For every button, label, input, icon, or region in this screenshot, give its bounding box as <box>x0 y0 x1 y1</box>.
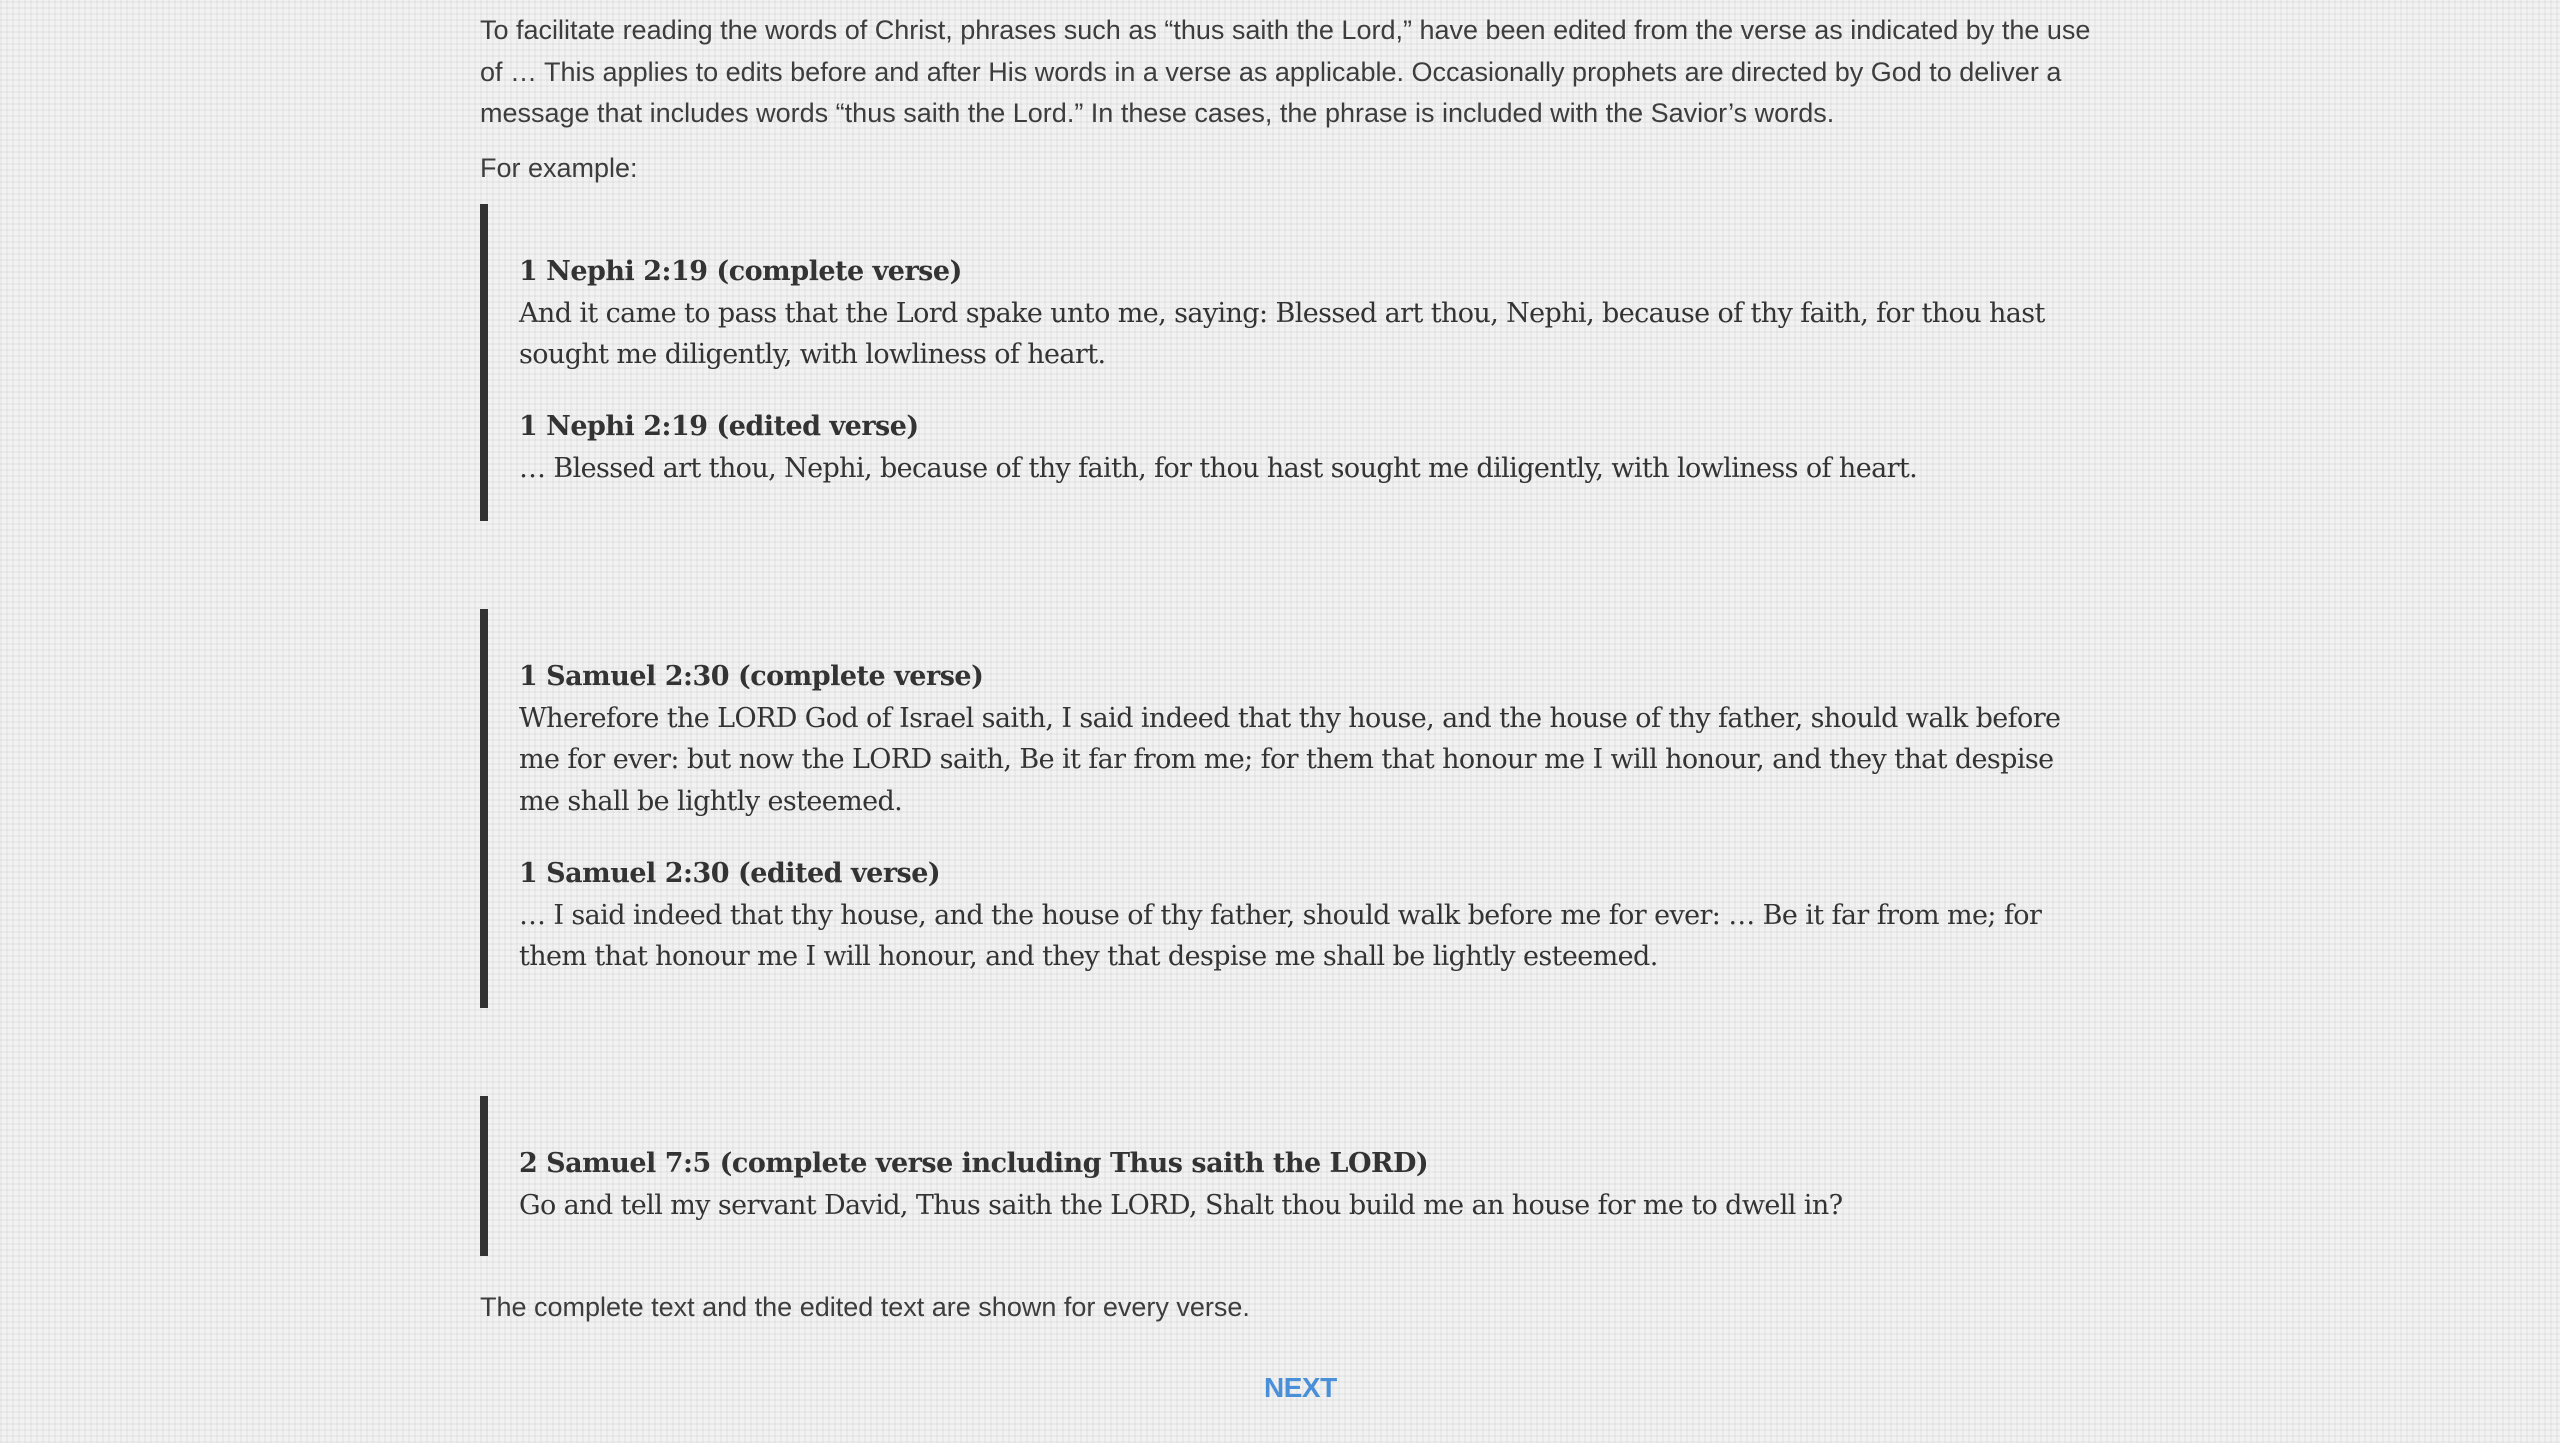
example-quote-1samuel <box>480 609 2100 1008</box>
verse-reference: 1 Samuel 2:30 (edited verse) <box>519 858 941 889</box>
complete-verse-block <box>519 656 2089 822</box>
verse-text: And it came to pass that the Lord spake unto me, saying: Blessed art thou, Nephi, because of thy faith, for thou hast sought me diligently, with lowliness of heart. <box>519 297 2045 370</box>
complete-verse-block <box>519 1143 2089 1226</box>
edited-verse-block <box>519 853 2089 978</box>
verse-reference: 1 Nephi 2:19 (complete verse) <box>519 256 962 287</box>
intro-paragraph: To facilitate reading the words of Christ, phrases such as “thus saith the Lord,” have been edited from the verse as indicated by the use of … This applies to edits before and after His words in a verse as applicable. Occasionally prophets are directed by God to deliver a message that includes words “thus saith the Lord.” In these cases, the phrase is included with the Savior’s words. <box>480 15 2091 128</box>
footer-note: The complete text and the edited text are shown for every verse. <box>480 1292 1250 1322</box>
verse-text: … I said indeed that thy house, and the house of thy father, should walk before me for ever: … Be it far from me; for them that honour me I will honour, and they that despise me shall be lightly esteemed. <box>519 899 2042 972</box>
example-quote-1nephi <box>480 204 2100 521</box>
page-content <box>480 0 2100 1443</box>
complete-verse-block <box>519 251 2089 376</box>
next-button[interactable]: NEXT <box>1264 1372 1337 1403</box>
edited-verse-block <box>519 406 2089 489</box>
example-quote-2samuel <box>480 1096 2100 1256</box>
verse-reference: 1 Nephi 2:19 (edited verse) <box>519 411 919 442</box>
example-label: For example: <box>480 153 638 183</box>
verse-text: … Blessed art thou, Nephi, because of thy faith, for thou hast sought me diligently, with lowliness of heart. <box>519 452 1918 484</box>
verse-text: Go and tell my servant David, Thus saith the LORD, Shalt thou build me an house for me to dwell in? <box>519 1189 1843 1221</box>
verse-reference: 1 Samuel 2:30 (complete verse) <box>519 661 984 692</box>
verse-text: Wherefore the LORD God of Israel saith, I said indeed that thy house, and the house of thy father, should walk before me for ever: but now the LORD saith, Be it far from me; for them that honour me I will honour, and they that despise me shall be lightly esteemed. <box>519 702 2061 817</box>
verse-reference: 2 Samuel 7:5 (complete verse including Thus saith the LORD) <box>519 1148 1429 1179</box>
